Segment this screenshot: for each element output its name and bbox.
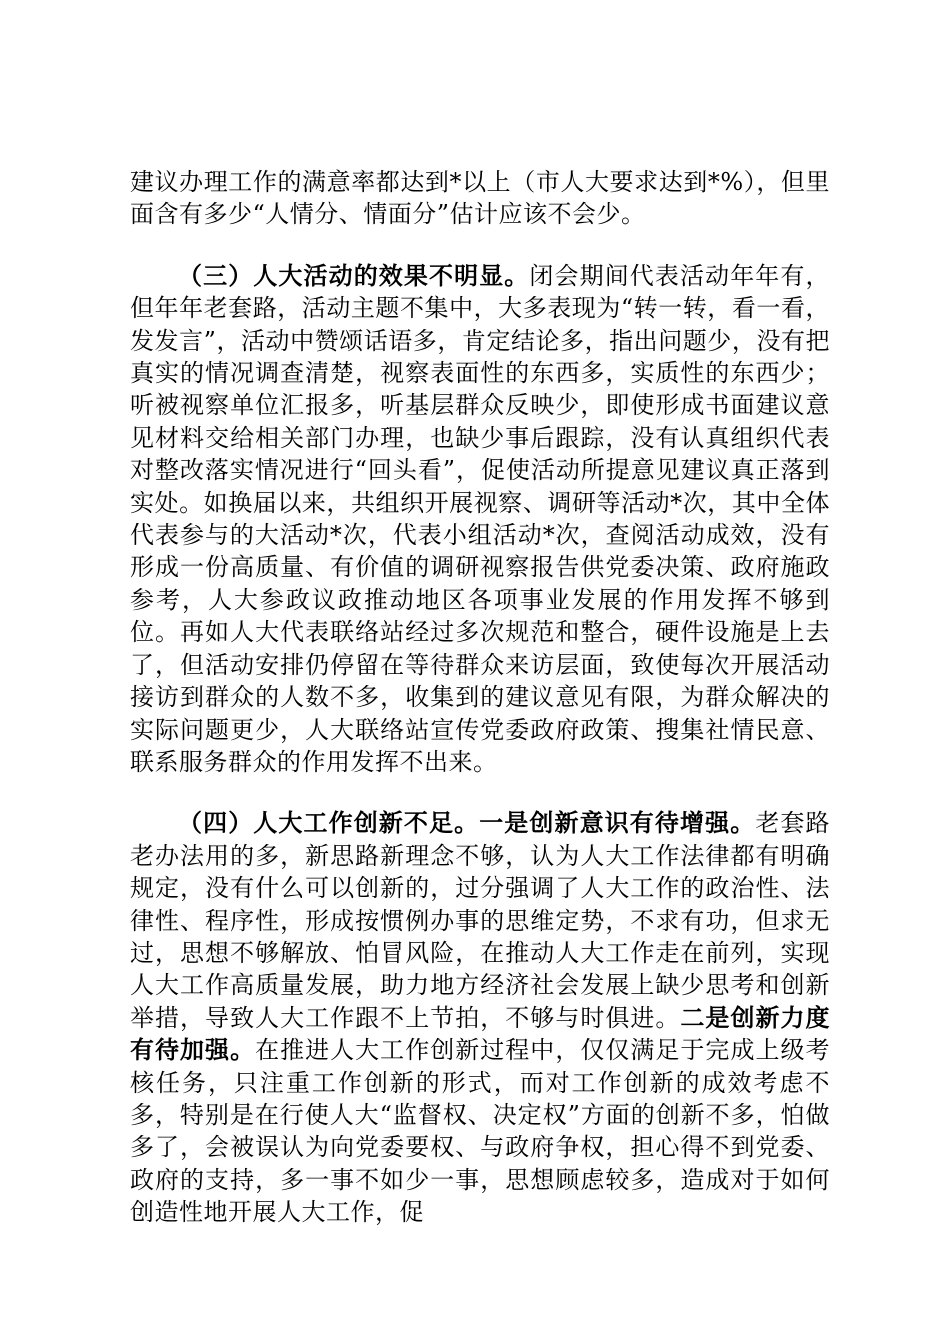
- subsection-heading: 一是创新意识有待增强。: [479, 808, 756, 838]
- paragraph-text: 在推进人大工作创新过程中，仅仅满足于完成上级考核任务，只注重工作创新的形式，而对工作创新的成效考虑不多，特别是在行使人大“监督权、决定权”方面的创新不多，怕做多了，会被误认为向党委要权、与政府争权，担心得不到党委、政府的支持，多一事不如少一事，思想顾虑较多，造成对于如何创造性地开展人大工作，促: [130, 1036, 830, 1227]
- section-heading: （四）人大工作创新不足。: [178, 808, 480, 838]
- section-heading: （三）人大活动的效果不明显。: [178, 260, 530, 290]
- document-page: [130, 166, 830, 1229]
- paragraph-section-three: [130, 260, 830, 779]
- paragraph-text: 闭会期间代表活动年年有，但年年老套路，活动主题不集中，大多表现为“转一转，看一看，发发言”，活动中赞颂话语多，肯定结论多，指出问题少，没有把真实的情况调查清楚，视察表面性的东西多，实质性的东西少；听被视察单位汇报多，听基层群众反映少，即使形成书面建议意见材料交给相关部门办理，也缺少事后跟踪，没有认真组织代表对整改落实情况进行“回头看”，促使活动所提意见建议真正落到实处。如换届以来，共组织开展视察、调研等活动*次，其中全体代表参与的大活动*次，代表小组活动*次，查阅活动成效，没有形成一份高质量、有价值的调研视察报告供党委决策、政府施政参考，人大参政议政推动地区各项事业发展的作用发挥不够到位。再如人大代表联络站经过多次规范和整合，硬件设施是上去了，但活动安排仍停留在等待群众来访层面，致使每次开展活动接访到群众的人数不多，收集到的建议意见有限，为群众解决的实际问题更少，人大联络站宣传党委政府政策、搜集社情民意、联系服务群众的作用发挥不出来。: [130, 261, 831, 776]
- paragraph-text: 老套路老办法用的多，新思路新理念不够，认为人大工作法律都有明确规定，没有什么可以创新的，过分强调了人大工作的政治性、法律性、程序性，形成按惯例办事的思维定势，不求有功，但求无过，思想不够解放、怕冒风险，在推动人大工作走在前列，实现人大工作高质量发展，助力地方经济社会发展上缺少思考和创新举措，导致人大工作跟不上节拍，不够与时俱进。: [130, 809, 831, 1032]
- paragraph-continuation: [130, 166, 830, 231]
- subsection-heading: 二是创新力度有待加强。: [130, 1002, 830, 1065]
- paragraph-text: 建议办理工作的满意率都达到*以上（市人大要求达到*%），但里面含有多少“人情分、情面分”估计应该不会少。: [130, 168, 830, 229]
- paragraph-section-four: [130, 807, 830, 1228]
